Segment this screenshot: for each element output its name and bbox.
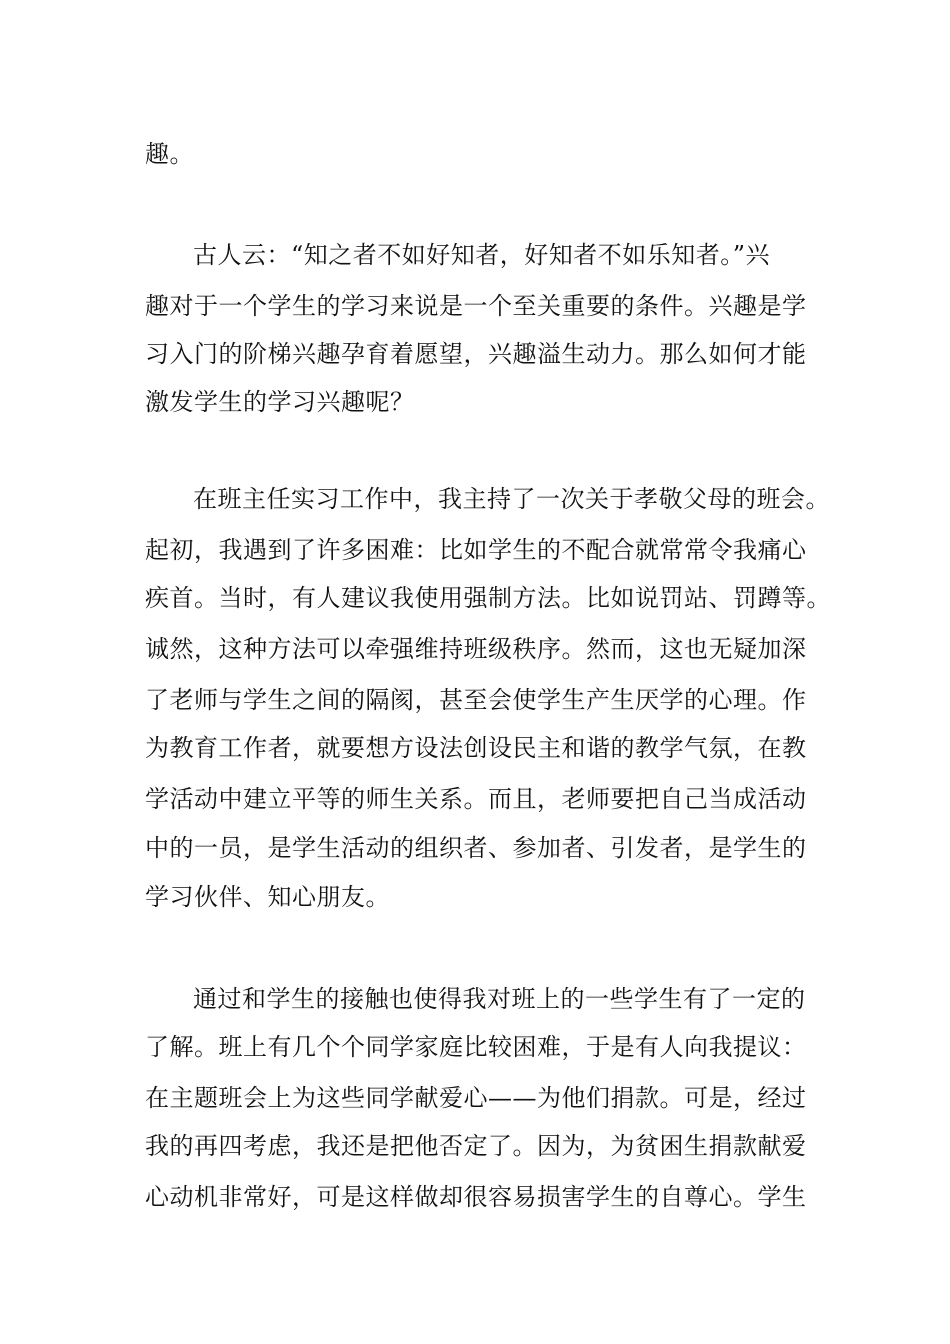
text-line: 诚然，这种方法可以牵强维持班级秩序。然而，这也无疑加深 <box>145 635 807 663</box>
text-line: 习入门的阶梯兴趣孕育着愿望，兴趣溢生动力。那么如何才能 <box>145 340 807 368</box>
text-line: 古人云：“知之者不如好知者，好知者不如乐知者。”兴 <box>193 241 771 269</box>
text-line: 在主题班会上为这些同学献爱心——为他们捐款。可是，经过 <box>145 1084 807 1112</box>
text-line: 心动机非常好，可是这样做却很容易损害学生的自尊心。学生 <box>145 1183 807 1211</box>
text-line: 中的一员，是学生活动的组织者、参加者、引发者，是学生的 <box>145 834 807 862</box>
text-line: 学活动中建立平等的师生关系。而且，老师要把自己当成活动 <box>145 785 807 813</box>
text-line: 激发学生的学习兴趣呢？ <box>145 388 415 416</box>
text-line: 在班主任实习工作中，我主持了一次关于孝敬父母的班会。 <box>193 485 830 513</box>
text-line: 为教育工作者，就要想方设法创设民主和谐的教学气氛，在教 <box>145 734 807 762</box>
text-line: 我的再四考虑，我还是把他否定了。因为，为贫困生捐款献爱 <box>145 1132 807 1160</box>
text-line: 了解。班上有几个个同学家庭比较困难，于是有人向我提议： <box>145 1033 807 1061</box>
text-line: 趣。 <box>145 140 194 168</box>
text-line: 趣对于一个学生的学习来说是一个至关重要的条件。兴趣是学 <box>145 292 807 320</box>
text-line: 学习伙伴、知心朋友。 <box>145 883 390 911</box>
text-line: 疾首。当时，有人建议我使用强制方法。比如说罚站、罚蹲等。 <box>145 584 831 612</box>
text-line: 通过和学生的接触也使得我对班上的一些学生有了一定的 <box>193 985 806 1013</box>
text-line: 了老师与学生之间的隔阂，甚至会使学生产生厌学的心理。作 <box>145 686 807 714</box>
text-line: 起初，我遇到了许多困难：比如学生的不配合就常常令我痛心 <box>145 536 807 564</box>
